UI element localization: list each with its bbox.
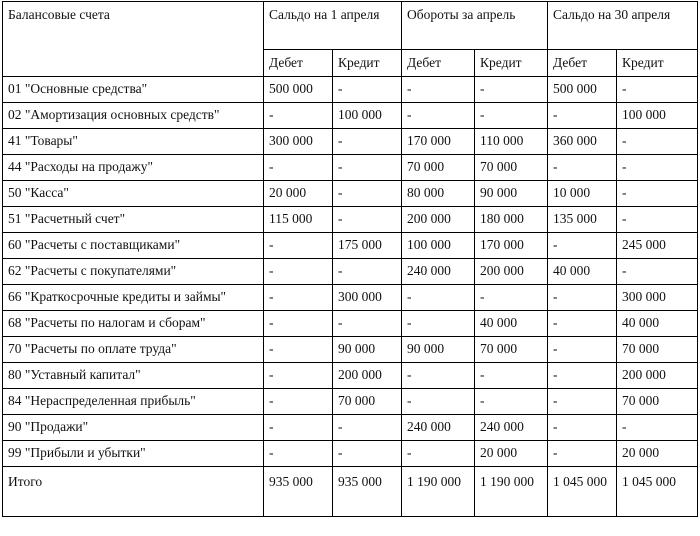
turnover-debit-cell: 240 000 bbox=[402, 259, 475, 285]
closing-credit-cell: 20 000 bbox=[617, 441, 698, 467]
account-name-cell: 51 "Расчетный счет" bbox=[3, 207, 264, 233]
turnover-debit-cell: 170 000 bbox=[402, 129, 475, 155]
closing-debit-cell: - bbox=[548, 155, 617, 181]
account-name-cell: 50 "Касса" bbox=[3, 181, 264, 207]
closing-debit-cell: - bbox=[548, 103, 617, 129]
opening-credit-cell: 935 000 bbox=[333, 467, 402, 517]
account-name-cell: 01 "Основные средства" bbox=[3, 77, 264, 103]
opening-debit-cell: 500 000 bbox=[264, 77, 333, 103]
total-row bbox=[3, 467, 698, 517]
opening-credit-cell: 70 000 bbox=[333, 389, 402, 415]
opening-credit-cell: - bbox=[333, 77, 402, 103]
closing-debit-cell: - bbox=[548, 389, 617, 415]
turnover-debit-cell: 100 000 bbox=[402, 233, 475, 259]
closing-debit-cell: - bbox=[548, 233, 617, 259]
accounts-column-header: Балансовые счета bbox=[3, 2, 264, 77]
opening-debit-cell: 300 000 bbox=[264, 129, 333, 155]
opening-credit-cell: - bbox=[333, 155, 402, 181]
opening-credit-cell: - bbox=[333, 259, 402, 285]
opening-debit-cell: - bbox=[264, 337, 333, 363]
closing-debit-cell: 360 000 bbox=[548, 129, 617, 155]
turnover-credit-cell: 90 000 bbox=[475, 181, 548, 207]
turnover-credit-cell: - bbox=[475, 77, 548, 103]
table-row bbox=[3, 337, 698, 363]
table-row bbox=[3, 129, 698, 155]
opening-debit-cell: - bbox=[264, 233, 333, 259]
closing-credit-cell: 300 000 bbox=[617, 285, 698, 311]
credit-header: Кредит bbox=[617, 50, 698, 77]
turnover-credit-cell: - bbox=[475, 363, 548, 389]
turnover-credit-cell: 70 000 bbox=[475, 337, 548, 363]
opening-credit-cell: - bbox=[333, 181, 402, 207]
closing-credit-cell: 70 000 bbox=[617, 389, 698, 415]
account-name-cell: 90 "Продажи" bbox=[3, 415, 264, 441]
opening-debit-cell: 20 000 bbox=[264, 181, 333, 207]
turnover-debit-cell: - bbox=[402, 285, 475, 311]
account-name-cell: 66 "Краткосрочные кредиты и займы" bbox=[3, 285, 264, 311]
turnover-debit-cell: - bbox=[402, 77, 475, 103]
account-name-cell: Итого bbox=[3, 467, 264, 517]
table-row bbox=[3, 181, 698, 207]
opening-credit-cell: 300 000 bbox=[333, 285, 402, 311]
closing-debit-cell: - bbox=[548, 285, 617, 311]
opening-balance-header: Сальдо на 1 апреля bbox=[264, 2, 402, 50]
opening-credit-cell: - bbox=[333, 441, 402, 467]
opening-debit-cell: - bbox=[264, 285, 333, 311]
turnover-debit-cell: 70 000 bbox=[402, 155, 475, 181]
debit-header: Дебет bbox=[264, 50, 333, 77]
closing-balance-header: Сальдо на 30 апреля bbox=[548, 2, 698, 50]
closing-credit-cell: - bbox=[617, 207, 698, 233]
table-row bbox=[3, 389, 698, 415]
table-row bbox=[3, 259, 698, 285]
table-row bbox=[3, 441, 698, 467]
account-name-cell: 60 "Расчеты с поставщиками" bbox=[3, 233, 264, 259]
closing-debit-cell: - bbox=[548, 441, 617, 467]
table-row bbox=[3, 285, 698, 311]
debit-header: Дебет bbox=[548, 50, 617, 77]
table-row bbox=[3, 415, 698, 441]
opening-debit-cell: - bbox=[264, 311, 333, 337]
closing-debit-cell: 40 000 bbox=[548, 259, 617, 285]
opening-credit-cell: - bbox=[333, 207, 402, 233]
turnover-credit-cell: 240 000 bbox=[475, 415, 548, 441]
closing-debit-cell: - bbox=[548, 415, 617, 441]
closing-debit-cell: - bbox=[548, 337, 617, 363]
table-row bbox=[3, 155, 698, 181]
table-row bbox=[3, 207, 698, 233]
opening-debit-cell: - bbox=[264, 389, 333, 415]
opening-credit-cell: 175 000 bbox=[333, 233, 402, 259]
closing-credit-cell: 200 000 bbox=[617, 363, 698, 389]
closing-credit-cell: - bbox=[617, 77, 698, 103]
turnover-debit-cell: - bbox=[402, 363, 475, 389]
account-name-cell: 68 "Расчеты по налогам и сборам" bbox=[3, 311, 264, 337]
table-row bbox=[3, 77, 698, 103]
account-name-cell: 44 "Расходы на продажу" bbox=[3, 155, 264, 181]
closing-credit-cell: - bbox=[617, 415, 698, 441]
closing-debit-cell: - bbox=[548, 311, 617, 337]
closing-debit-cell: - bbox=[548, 363, 617, 389]
turnover-credit-cell: 1 190 000 bbox=[475, 467, 548, 517]
table-body bbox=[3, 77, 698, 517]
turnover-credit-cell: 200 000 bbox=[475, 259, 548, 285]
turnover-credit-cell: 170 000 bbox=[475, 233, 548, 259]
credit-header: Кредит bbox=[333, 50, 402, 77]
opening-debit-cell: - bbox=[264, 415, 333, 441]
closing-credit-cell: - bbox=[617, 181, 698, 207]
turnover-balance-table bbox=[2, 1, 698, 517]
closing-credit-cell: 100 000 bbox=[617, 103, 698, 129]
opening-debit-cell: - bbox=[264, 103, 333, 129]
opening-credit-cell: - bbox=[333, 415, 402, 441]
closing-credit-cell: 1 045 000 bbox=[617, 467, 698, 517]
opening-debit-cell: 115 000 bbox=[264, 207, 333, 233]
opening-debit-cell: - bbox=[264, 155, 333, 181]
account-name-cell: 41 "Товары" bbox=[3, 129, 264, 155]
closing-debit-cell: 500 000 bbox=[548, 77, 617, 103]
turnover-header: Обороты за апрель bbox=[402, 2, 548, 50]
closing-credit-cell: 40 000 bbox=[617, 311, 698, 337]
debit-header: Дебет bbox=[402, 50, 475, 77]
turnover-credit-cell: 40 000 bbox=[475, 311, 548, 337]
turnover-debit-cell: - bbox=[402, 103, 475, 129]
turnover-credit-cell: 110 000 bbox=[475, 129, 548, 155]
credit-header: Кредит bbox=[475, 50, 548, 77]
turnover-credit-cell: - bbox=[475, 389, 548, 415]
turnover-debit-cell: - bbox=[402, 441, 475, 467]
closing-credit-cell: - bbox=[617, 129, 698, 155]
opening-credit-cell: 100 000 bbox=[333, 103, 402, 129]
closing-debit-cell: 1 045 000 bbox=[548, 467, 617, 517]
account-name-cell: 02 "Амортизация основных средств" bbox=[3, 103, 264, 129]
header-row-groups bbox=[3, 2, 698, 50]
turnover-debit-cell: 1 190 000 bbox=[402, 467, 475, 517]
opening-debit-cell: - bbox=[264, 363, 333, 389]
table-row bbox=[3, 311, 698, 337]
closing-debit-cell: 135 000 bbox=[548, 207, 617, 233]
opening-credit-cell: - bbox=[333, 311, 402, 337]
turnover-credit-cell: 180 000 bbox=[475, 207, 548, 233]
table-row bbox=[3, 233, 698, 259]
turnover-debit-cell: - bbox=[402, 311, 475, 337]
turnover-credit-cell: 20 000 bbox=[475, 441, 548, 467]
turnover-debit-cell: 200 000 bbox=[402, 207, 475, 233]
turnover-credit-cell: 70 000 bbox=[475, 155, 548, 181]
opening-debit-cell: - bbox=[264, 441, 333, 467]
closing-credit-cell: 70 000 bbox=[617, 337, 698, 363]
turnover-debit-cell: 90 000 bbox=[402, 337, 475, 363]
turnover-debit-cell: - bbox=[402, 389, 475, 415]
turnover-credit-cell: - bbox=[475, 285, 548, 311]
closing-credit-cell: 245 000 bbox=[617, 233, 698, 259]
opening-debit-cell: 935 000 bbox=[264, 467, 333, 517]
table-row bbox=[3, 103, 698, 129]
turnover-debit-cell: 80 000 bbox=[402, 181, 475, 207]
account-name-cell: 70 "Расчеты по оплате труда" bbox=[3, 337, 264, 363]
account-name-cell: 62 "Расчеты с покупателями" bbox=[3, 259, 264, 285]
closing-credit-cell: - bbox=[617, 259, 698, 285]
opening-debit-cell: - bbox=[264, 259, 333, 285]
opening-credit-cell: 90 000 bbox=[333, 337, 402, 363]
closing-credit-cell: - bbox=[617, 155, 698, 181]
account-name-cell: 84 "Нераспределенная прибыль" bbox=[3, 389, 264, 415]
closing-debit-cell: 10 000 bbox=[548, 181, 617, 207]
opening-credit-cell: 200 000 bbox=[333, 363, 402, 389]
opening-credit-cell: - bbox=[333, 129, 402, 155]
turnover-credit-cell: - bbox=[475, 103, 548, 129]
turnover-debit-cell: 240 000 bbox=[402, 415, 475, 441]
table-row bbox=[3, 363, 698, 389]
account-name-cell: 99 "Прибыли и убытки" bbox=[3, 441, 264, 467]
account-name-cell: 80 "Уставный капитал" bbox=[3, 363, 264, 389]
